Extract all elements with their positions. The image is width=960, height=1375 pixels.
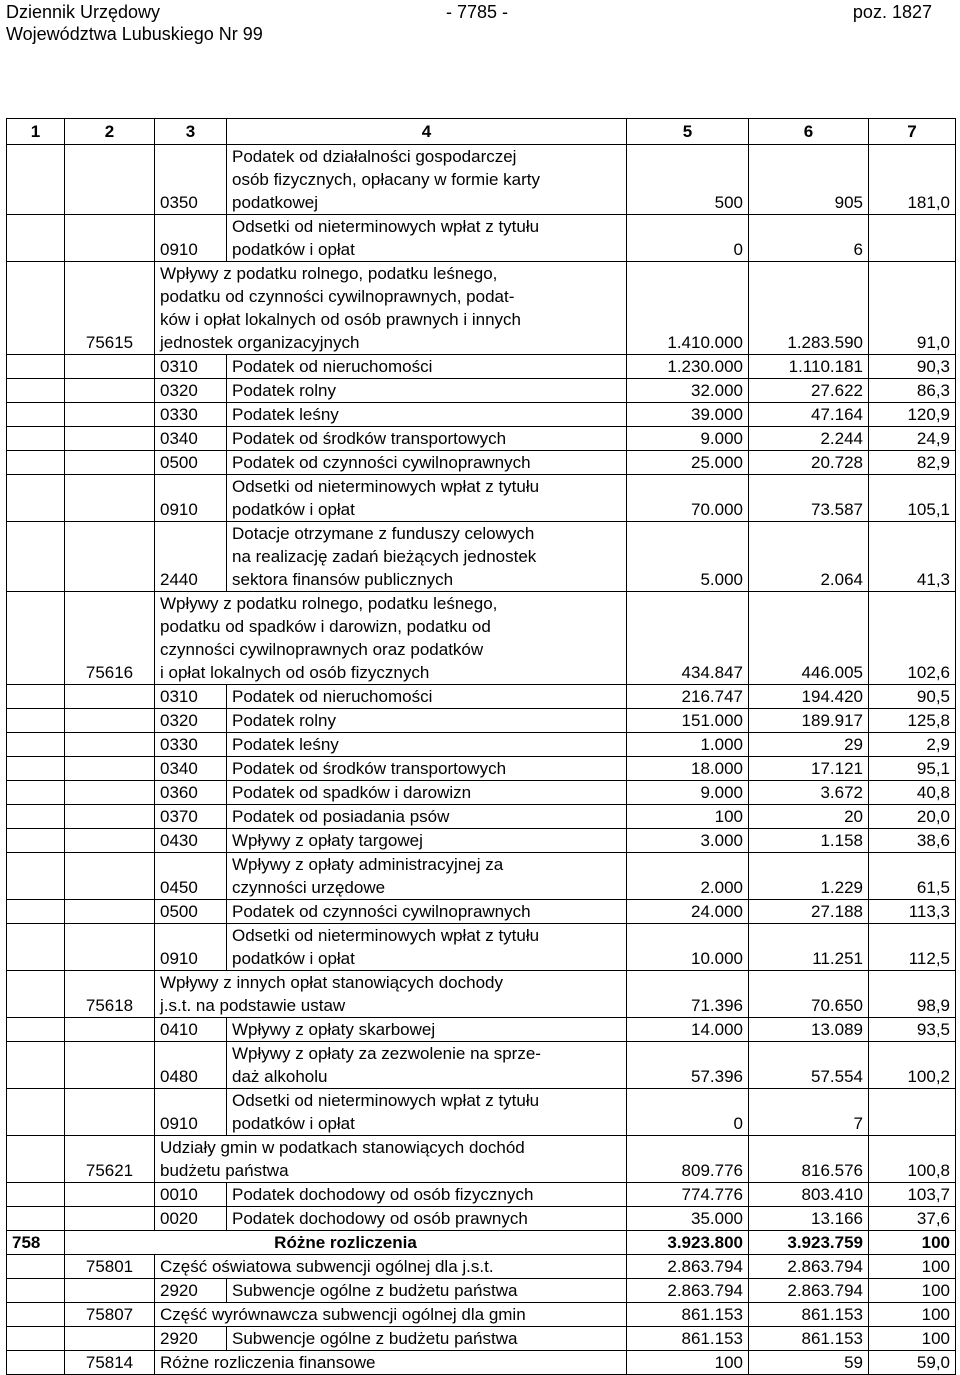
rozdzial-cell [65, 709, 155, 733]
dzial-cell [7, 522, 65, 592]
table-row [7, 1255, 956, 1279]
dzial-cell [7, 709, 65, 733]
percent-cell: 98,9 [869, 971, 956, 1018]
paragraph-cell: 0310 [155, 355, 227, 379]
table-row [7, 451, 956, 475]
execution-cell: 59 [749, 1351, 869, 1375]
rozdzial-cell [65, 215, 155, 262]
percent-cell: 102,6 [869, 592, 956, 685]
column-header: 4 [227, 119, 627, 145]
rozdzial-cell [65, 379, 155, 403]
plan-cell: 809.776 [627, 1136, 749, 1183]
paragraph-cell: 0500 [155, 451, 227, 475]
journal-title [6, 1, 263, 45]
column-header: 7 [869, 119, 956, 145]
paragraph-cell: 0320 [155, 709, 227, 733]
description-cell: Podatek od posiadania psów [227, 805, 627, 829]
paragraph-cell: 0430 [155, 829, 227, 853]
dzial-cell [7, 427, 65, 451]
dzial-cell [7, 1018, 65, 1042]
table-row [7, 379, 956, 403]
column-header: 5 [627, 119, 749, 145]
execution-cell: 1.158 [749, 829, 869, 853]
execution-cell: 27.188 [749, 900, 869, 924]
description-cell: Subwencje ogólne z budżetu państwa [227, 1327, 627, 1351]
plan-cell: 9.000 [627, 781, 749, 805]
description-cell: Podatek od środków transportowych [227, 757, 627, 781]
rozdzial-cell [65, 1207, 155, 1231]
dzial-cell [7, 971, 65, 1018]
paragraph-cell: 0910 [155, 215, 227, 262]
table-row [7, 805, 956, 829]
description-cell: Podatek rolny [227, 709, 627, 733]
percent-cell [869, 215, 956, 262]
dzial-cell [7, 900, 65, 924]
execution-cell: 29 [749, 733, 869, 757]
execution-cell: 17.121 [749, 757, 869, 781]
dzial-cell [7, 403, 65, 427]
paragraph-cell: 0330 [155, 733, 227, 757]
plan-cell: 24.000 [627, 900, 749, 924]
plan-cell: 3.923.800 [627, 1231, 749, 1255]
paragraph-cell: 0360 [155, 781, 227, 805]
rozdzial-cell [65, 733, 155, 757]
percent-cell: 90,3 [869, 355, 956, 379]
plan-cell: 774.776 [627, 1183, 749, 1207]
percent-cell: 100,2 [869, 1042, 956, 1089]
description-cell: Część oświatowa subwencji ogólnej dla j.s.t. [155, 1255, 627, 1279]
dzial-cell [7, 379, 65, 403]
plan-cell: 500 [627, 145, 749, 215]
dzial-cell [7, 1303, 65, 1327]
execution-cell: 27.622 [749, 379, 869, 403]
description-cell: Podatek od działalności gospodarczej osób fizycznych, opłacany w formie karty podatkowej [227, 145, 627, 215]
paragraph-cell: 2920 [155, 1327, 227, 1351]
table-row [7, 757, 956, 781]
rozdzial-cell [65, 1327, 155, 1351]
dzial-cell [7, 829, 65, 853]
rozdzial-cell [65, 924, 155, 971]
plan-cell: 151.000 [627, 709, 749, 733]
percent-cell: 41,3 [869, 522, 956, 592]
dzial-cell [7, 853, 65, 900]
rozdzial-cell [65, 427, 155, 451]
paragraph-cell: 0020 [155, 1207, 227, 1231]
rozdzial-cell [65, 403, 155, 427]
paragraph-cell: 2920 [155, 1279, 227, 1303]
execution-cell: 1.283.590 [749, 262, 869, 355]
percent-cell: 2,9 [869, 733, 956, 757]
dzial-cell [7, 1136, 65, 1183]
description-cell: Odsetki od nieterminowych wpłat z tytułu podatków i opłat [227, 1089, 627, 1136]
percent-cell: 103,7 [869, 1183, 956, 1207]
rozdzial-cell [65, 1183, 155, 1207]
rozdzial-cell [65, 355, 155, 379]
dzial-cell [7, 262, 65, 355]
plan-cell: 861.153 [627, 1327, 749, 1351]
dzial-cell [7, 145, 65, 215]
rozdzial-cell [65, 781, 155, 805]
plan-cell: 100 [627, 805, 749, 829]
table-row [7, 1279, 956, 1303]
journal-issue: Województwa Lubuskiego Nr 99 [6, 24, 263, 44]
rozdzial-cell: 75618 [65, 971, 155, 1018]
execution-cell: 861.153 [749, 1303, 869, 1327]
table-row [7, 1303, 956, 1327]
percent-cell: 20,0 [869, 805, 956, 829]
percent-cell: 37,6 [869, 1207, 956, 1231]
percent-cell [869, 1089, 956, 1136]
execution-cell: 11.251 [749, 924, 869, 971]
table-row [7, 145, 956, 215]
description-cell: Podatek od czynności cywilnoprawnych [227, 900, 627, 924]
dzial-cell [7, 1255, 65, 1279]
table-row [7, 592, 956, 685]
column-header: 1 [7, 119, 65, 145]
paragraph-cell: 0370 [155, 805, 227, 829]
percent-cell: 93,5 [869, 1018, 956, 1042]
plan-cell: 25.000 [627, 451, 749, 475]
plan-cell: 861.153 [627, 1303, 749, 1327]
execution-cell: 57.554 [749, 1042, 869, 1089]
description-cell: Wpływy z opłaty za zezwolenie na sprze- daż alkoholu [227, 1042, 627, 1089]
execution-cell: 2.244 [749, 427, 869, 451]
paragraph-cell: 0910 [155, 475, 227, 522]
position-number: poz. 1827 [852, 2, 932, 22]
description-cell: Odsetki od nieterminowych wpłat z tytułu podatków i opłat [227, 475, 627, 522]
rozdzial-cell [65, 685, 155, 709]
dzial-cell [7, 1089, 65, 1136]
dzial-cell [7, 475, 65, 522]
table-row [7, 685, 956, 709]
table-row [7, 522, 956, 592]
dzial-cell [7, 685, 65, 709]
dzial-cell [7, 1351, 65, 1375]
description-cell: Wpływy z podatku rolnego, podatku leśnego, podatku od czynności cywilnoprawnych, podat- ków i opłat lokalnych od osób prawnych i innych jednostek organizacyjnych [155, 262, 627, 355]
description-cell: Odsetki od nieterminowych wpłat z tytułu podatków i opłat [227, 215, 627, 262]
percent-cell: 100 [869, 1327, 956, 1351]
percent-cell: 181,0 [869, 145, 956, 215]
dzial-cell [7, 924, 65, 971]
dzial-cell [7, 592, 65, 685]
plan-cell: 5.000 [627, 522, 749, 592]
paragraph-cell: 0340 [155, 427, 227, 451]
paragraph-cell: 0350 [155, 145, 227, 215]
execution-cell: 1.110.181 [749, 355, 869, 379]
dzial-name-cell: Różne rozliczenia [65, 1231, 627, 1255]
percent-cell: 38,6 [869, 829, 956, 853]
rozdzial-cell [65, 853, 155, 900]
plan-cell: 14.000 [627, 1018, 749, 1042]
description-cell: Podatek rolny [227, 379, 627, 403]
percent-cell: 112,5 [869, 924, 956, 971]
dzial-cell [7, 1042, 65, 1089]
execution-cell: 3.672 [749, 781, 869, 805]
table-row [7, 403, 956, 427]
paragraph-cell: 0320 [155, 379, 227, 403]
description-cell: Podatek od nieruchomości [227, 685, 627, 709]
execution-cell: 1.229 [749, 853, 869, 900]
paragraph-cell: 0010 [155, 1183, 227, 1207]
rozdzial-cell [65, 1279, 155, 1303]
dzial-cell [7, 805, 65, 829]
table-row [7, 853, 956, 900]
budget-table [6, 118, 956, 1375]
table-row [7, 1042, 956, 1089]
plan-cell: 39.000 [627, 403, 749, 427]
table-row [7, 733, 956, 757]
plan-cell: 32.000 [627, 379, 749, 403]
rozdzial-cell [65, 451, 155, 475]
paragraph-cell: 0910 [155, 924, 227, 971]
rozdzial-cell: 75616 [65, 592, 155, 685]
plan-cell: 3.000 [627, 829, 749, 853]
paragraph-cell: 0910 [155, 1089, 227, 1136]
description-cell: Podatek od środków transportowych [227, 427, 627, 451]
execution-cell: 2.863.794 [749, 1279, 869, 1303]
rozdzial-cell: 75807 [65, 1303, 155, 1327]
execution-cell: 73.587 [749, 475, 869, 522]
percent-cell: 105,1 [869, 475, 956, 522]
description-cell: Wpływy z opłaty skarbowej [227, 1018, 627, 1042]
execution-cell: 20 [749, 805, 869, 829]
rozdzial-cell [65, 900, 155, 924]
description-cell: Wpływy z innych opłat stanowiących dochody j.s.t. na podstawie ustaw [155, 971, 627, 1018]
percent-cell: 40,8 [869, 781, 956, 805]
plan-cell: 434.847 [627, 592, 749, 685]
paragraph-cell: 2440 [155, 522, 227, 592]
plan-cell: 100 [627, 1351, 749, 1375]
description-cell: Różne rozliczenia finansowe [155, 1351, 627, 1375]
table-body [7, 145, 956, 1375]
description-cell: Część wyrównawcza subwencji ogólnej dla gmin [155, 1303, 627, 1327]
dzial-cell [7, 215, 65, 262]
rozdzial-cell [65, 1089, 155, 1136]
column-header: 6 [749, 119, 869, 145]
execution-cell: 2.863.794 [749, 1255, 869, 1279]
table-row [7, 924, 956, 971]
table-row [7, 709, 956, 733]
percent-cell: 120,9 [869, 403, 956, 427]
execution-cell: 905 [749, 145, 869, 215]
execution-cell: 7 [749, 1089, 869, 1136]
percent-cell: 24,9 [869, 427, 956, 451]
rozdzial-cell [65, 145, 155, 215]
page-number: - 7785 - [446, 2, 509, 22]
percent-cell: 100 [869, 1279, 956, 1303]
plan-cell: 70.000 [627, 475, 749, 522]
description-cell: Podatek od czynności cywilnoprawnych [227, 451, 627, 475]
plan-cell: 18.000 [627, 757, 749, 781]
execution-cell: 189.917 [749, 709, 869, 733]
dzial-cell [7, 451, 65, 475]
plan-cell: 216.747 [627, 685, 749, 709]
execution-cell: 3.923.759 [749, 1231, 869, 1255]
rozdzial-cell [65, 475, 155, 522]
rozdzial-cell [65, 757, 155, 781]
table-row [7, 900, 956, 924]
table-row [7, 1136, 956, 1183]
percent-cell: 100 [869, 1303, 956, 1327]
journal-name: Dziennik Urzędowy [6, 2, 161, 22]
percent-cell: 113,3 [869, 900, 956, 924]
paragraph-cell: 0410 [155, 1018, 227, 1042]
execution-cell: 6 [749, 215, 869, 262]
dzial-cell [7, 1327, 65, 1351]
dzial-cell [7, 1183, 65, 1207]
percent-cell: 91,0 [869, 262, 956, 355]
column-header-row [7, 119, 956, 145]
dzial-cell [7, 1279, 65, 1303]
execution-cell: 13.089 [749, 1018, 869, 1042]
rozdzial-cell: 75615 [65, 262, 155, 355]
execution-cell: 13.166 [749, 1207, 869, 1231]
plan-cell: 0 [627, 1089, 749, 1136]
plan-cell: 2.000 [627, 853, 749, 900]
paragraph-cell: 0310 [155, 685, 227, 709]
table-row [7, 215, 956, 262]
percent-cell: 100 [869, 1231, 956, 1255]
percent-cell: 61,5 [869, 853, 956, 900]
description-cell: Wpływy z opłaty administracyjnej za czynności urzędowe [227, 853, 627, 900]
table-row [7, 1089, 956, 1136]
description-cell: Wpływy z podatku rolnego, podatku leśnego, podatku od spadków i darowizn, podatku od czynności cywilnoprawnych oraz podatków i opłat lokalnych od osób fizycznych [155, 592, 627, 685]
description-cell: Podatek dochodowy od osób prawnych [227, 1207, 627, 1231]
description-cell: Odsetki od nieterminowych wpłat z tytułu podatków i opłat [227, 924, 627, 971]
rozdzial-cell [65, 829, 155, 853]
execution-cell: 70.650 [749, 971, 869, 1018]
table-row [7, 1231, 956, 1255]
percent-cell: 86,3 [869, 379, 956, 403]
percent-cell: 59,0 [869, 1351, 956, 1375]
table-row [7, 781, 956, 805]
plan-cell: 2.863.794 [627, 1279, 749, 1303]
table-row [7, 971, 956, 1018]
rozdzial-cell: 75801 [65, 1255, 155, 1279]
percent-cell: 82,9 [869, 451, 956, 475]
table-row [7, 829, 956, 853]
table-row [7, 1183, 956, 1207]
table-row [7, 262, 956, 355]
description-cell: Wpływy z opłaty targowej [227, 829, 627, 853]
paragraph-cell: 0340 [155, 757, 227, 781]
table-row [7, 427, 956, 451]
paragraph-cell: 0450 [155, 853, 227, 900]
plan-cell: 57.396 [627, 1042, 749, 1089]
dzial-cell [7, 757, 65, 781]
table-row [7, 475, 956, 522]
description-cell: Podatek od spadków i darowizn [227, 781, 627, 805]
execution-cell: 816.576 [749, 1136, 869, 1183]
description-cell: Subwencje ogólne z budżetu państwa [227, 1279, 627, 1303]
description-cell: Podatek leśny [227, 733, 627, 757]
rozdzial-cell [65, 1018, 155, 1042]
percent-cell: 100 [869, 1255, 956, 1279]
paragraph-cell: 0500 [155, 900, 227, 924]
paragraph-cell: 0330 [155, 403, 227, 427]
description-cell: Podatek dochodowy od osób fizycznych [227, 1183, 627, 1207]
execution-cell: 194.420 [749, 685, 869, 709]
description-cell: Dotacje otrzymane z funduszy celowych na realizację zadań bieżących jednostek sektora finansów publicznych [227, 522, 627, 592]
execution-cell: 446.005 [749, 592, 869, 685]
description-cell: Podatek od nieruchomości [227, 355, 627, 379]
table-row [7, 1351, 956, 1375]
plan-cell: 71.396 [627, 971, 749, 1018]
rozdzial-cell: 75621 [65, 1136, 155, 1183]
description-cell: Podatek leśny [227, 403, 627, 427]
dzial-cell [7, 781, 65, 805]
execution-cell: 803.410 [749, 1183, 869, 1207]
percent-cell: 125,8 [869, 709, 956, 733]
column-header: 2 [65, 119, 155, 145]
plan-cell: 10.000 [627, 924, 749, 971]
table-row [7, 1207, 956, 1231]
plan-cell: 1.230.000 [627, 355, 749, 379]
plan-cell: 35.000 [627, 1207, 749, 1231]
percent-cell: 90,5 [869, 685, 956, 709]
description-cell: Udziały gmin w podatkach stanowiących dochód budżetu państwa [155, 1136, 627, 1183]
dzial-cell [7, 355, 65, 379]
plan-cell: 1.410.000 [627, 262, 749, 355]
percent-cell: 100,8 [869, 1136, 956, 1183]
rozdzial-cell [65, 522, 155, 592]
rozdzial-cell: 75814 [65, 1351, 155, 1375]
execution-cell: 20.728 [749, 451, 869, 475]
dzial-cell [7, 1207, 65, 1231]
execution-cell: 47.164 [749, 403, 869, 427]
table-row [7, 1018, 956, 1042]
rozdzial-cell [65, 805, 155, 829]
rozdzial-cell [65, 1042, 155, 1089]
table-row [7, 355, 956, 379]
percent-cell: 95,1 [869, 757, 956, 781]
table-row [7, 1327, 956, 1351]
execution-cell: 2.064 [749, 522, 869, 592]
column-header: 3 [155, 119, 227, 145]
plan-cell: 2.863.794 [627, 1255, 749, 1279]
dzial-cell [7, 733, 65, 757]
dzial-cell: 758 [7, 1231, 65, 1255]
execution-cell: 861.153 [749, 1327, 869, 1351]
plan-cell: 0 [627, 215, 749, 262]
paragraph-cell: 0480 [155, 1042, 227, 1089]
plan-cell: 9.000 [627, 427, 749, 451]
plan-cell: 1.000 [627, 733, 749, 757]
